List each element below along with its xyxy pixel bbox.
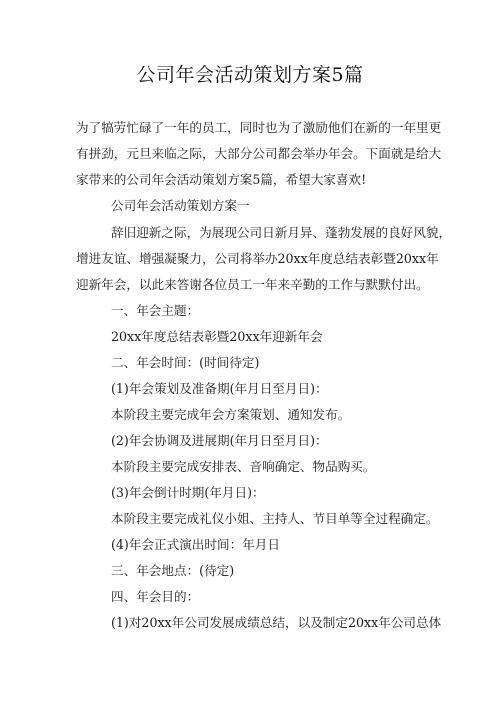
list-heading: 二、年会时间：(时间待定): [111, 355, 260, 370]
list-item: (3)年会倒计时期(年月日)：: [111, 485, 265, 500]
paragraph-line: 本阶段主要完成年会方案策划、通知发布。: [111, 407, 351, 422]
list-heading: 四、年会目的：: [111, 589, 200, 604]
paragraph-line: 有拼劲，元旦来临之际，大部分公司都会举办年会。下面就是给大: [76, 146, 442, 161]
paragraph-line: 家带来的公司年会活动策划方案5篇，希望大家喜欢!: [76, 172, 367, 187]
paragraph-line: 迎新年会，以此来答谢各位员工一年来辛勤的工作与默默付出。: [76, 277, 429, 292]
section-heading: 公司年会活动策划方案一: [111, 198, 250, 213]
paragraph-line: 20xx年度总结表彰暨20xx年迎新年会: [111, 329, 323, 344]
list-item: (1)年会策划及准备期(年月日至月日)：: [111, 381, 328, 396]
list-heading: 一、年会主题：: [111, 303, 200, 318]
paragraph-line: 本阶段主要完成安排表、音响确定、物品购买。: [111, 459, 376, 474]
list-item: (4)年会正式演出时间：年月日: [111, 537, 280, 552]
paragraph-line: 增进友谊、增强凝聚力，公司将举办20xx年度总结表彰暨20xx年: [76, 251, 439, 266]
list-heading: 三、年会地点：(待定): [111, 563, 235, 578]
list-item: (1)对20xx年公司发展成绩总结，以及制定20xx年公司总体: [111, 615, 442, 630]
list-item: (2)年会协调及进展期(年月日至月日)：: [111, 433, 328, 448]
document-title: 公司年会活动策划方案5篇: [136, 64, 364, 86]
paragraph-line: 为了犒劳忙碌了一年的员工，同时也为了激励他们在新的一年里更: [76, 120, 442, 135]
paragraph-line: 本阶段主要完成礼仪小姐、主持人、节目单等全过程确定。: [111, 511, 439, 526]
paragraph-line: 辞旧迎新之际，为展现公司日新月异、蓬勃发展的良好风貌，: [111, 225, 452, 240]
